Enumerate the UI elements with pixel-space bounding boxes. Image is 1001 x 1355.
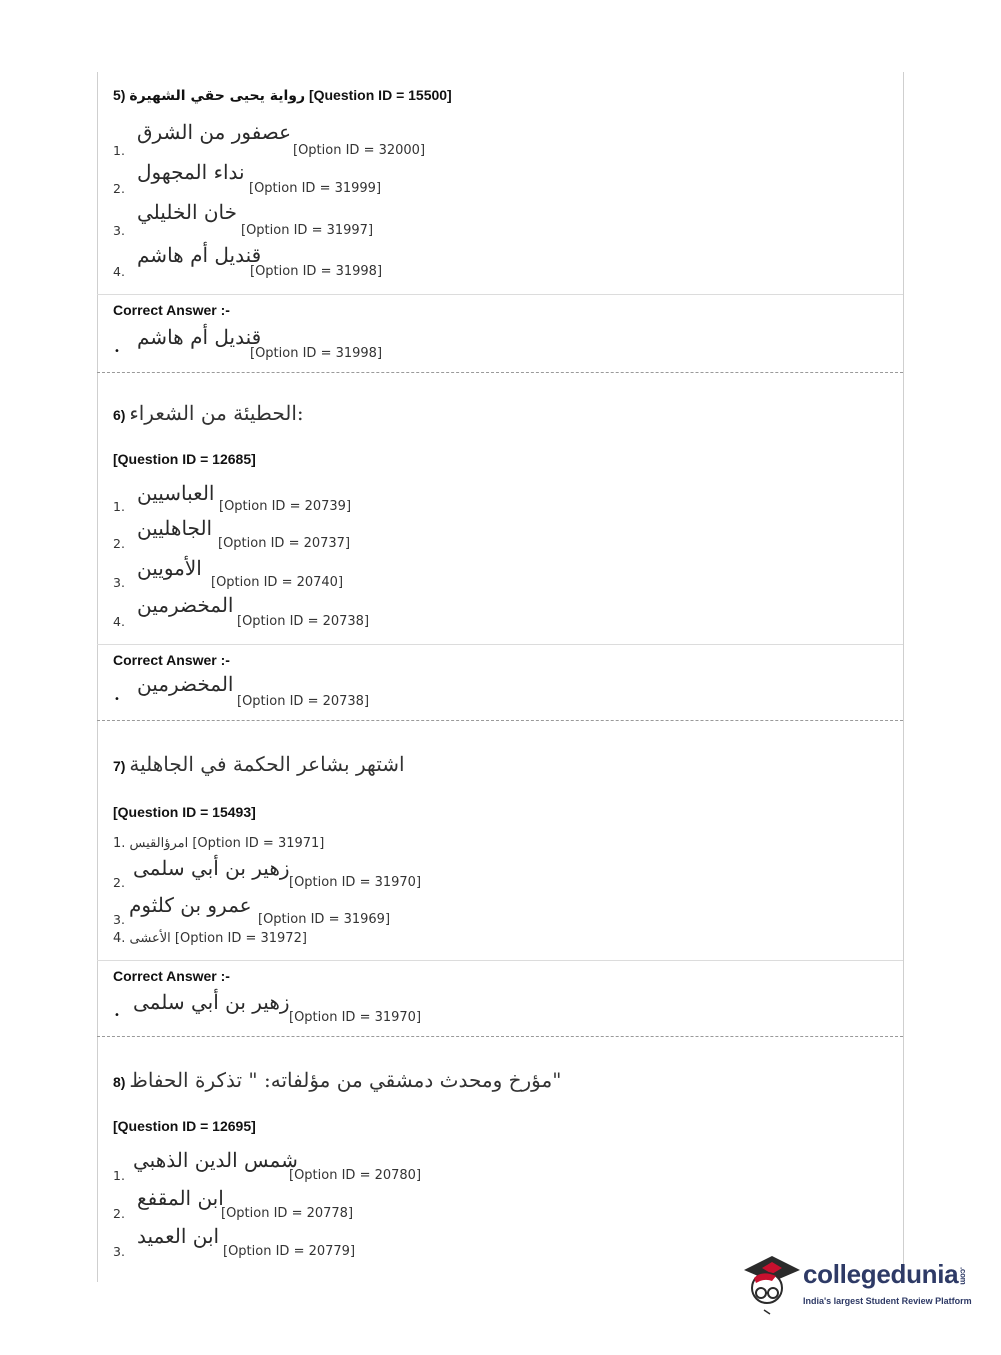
option-number: 1. bbox=[113, 143, 125, 158]
option-id: [Option ID = 20740] bbox=[211, 575, 344, 590]
option-id: [Option ID = 31969] bbox=[258, 912, 391, 927]
logo-wordmark: collegedunia.com bbox=[803, 1259, 968, 1289]
correct-answer-text: زهير بن أبي سلمى bbox=[133, 990, 290, 1014]
option-id: [Option ID = 20778] bbox=[221, 1206, 354, 1221]
option-number: 3. bbox=[113, 912, 125, 927]
divider bbox=[97, 294, 903, 295]
question-text: الحطيئة من الشعراء: bbox=[129, 401, 304, 425]
option-number: 2. bbox=[113, 181, 125, 196]
option-text: الأمويين bbox=[137, 556, 202, 580]
option-number: 3. bbox=[113, 223, 125, 238]
question-5-header bbox=[113, 87, 452, 104]
option-number: 2. bbox=[113, 536, 125, 551]
question-8-header bbox=[113, 1068, 561, 1092]
option-number: 4. bbox=[113, 614, 125, 629]
option-number: 4. bbox=[113, 264, 125, 279]
question-id: [Question ID = 12685] bbox=[113, 451, 256, 467]
question-text: رواية يحيى حقي الشهيرة bbox=[129, 88, 306, 104]
option-text: نداء المجهول bbox=[137, 160, 245, 184]
page-left-border bbox=[97, 72, 98, 1282]
option-id: [Option ID = 31970] bbox=[289, 875, 422, 890]
option-row bbox=[113, 931, 307, 946]
correct-answer-text: المخضرمين bbox=[137, 672, 234, 696]
page-right-border bbox=[903, 72, 904, 1282]
option-number: 1. bbox=[113, 499, 125, 514]
question-number: 8) bbox=[113, 1074, 126, 1090]
question-7-header bbox=[113, 752, 405, 776]
question-text: مؤرخ ومحدث دمشقي من مؤلفاته: " تذكرة الحفاظ" bbox=[129, 1068, 562, 1092]
option-number: 3. bbox=[113, 1244, 125, 1259]
option-text: امرؤالقيس bbox=[129, 836, 189, 851]
logo-suffix: .com bbox=[958, 1267, 968, 1285]
option-number: 4. bbox=[113, 931, 126, 946]
option-number: 1. bbox=[113, 1168, 125, 1183]
correct-answer-id: [Option ID = 31998] bbox=[250, 346, 383, 361]
question-id: [Question ID = 12695] bbox=[113, 1118, 256, 1134]
correct-answer-label: Correct Answer :- bbox=[113, 968, 230, 984]
option-text: عمرو بن كلثوم bbox=[129, 893, 252, 917]
option-number: 1. bbox=[113, 836, 126, 851]
option-text: قنديل أم هاشم bbox=[137, 243, 262, 267]
option-number: 2. bbox=[113, 875, 125, 890]
bullet: • bbox=[114, 346, 120, 357]
option-text: العباسيين bbox=[137, 481, 215, 505]
option-id: [Option ID = 20737] bbox=[218, 536, 351, 551]
divider bbox=[97, 960, 903, 961]
option-text: المخضرمين bbox=[137, 593, 234, 617]
option-id: [Option ID = 31971] bbox=[192, 836, 325, 851]
question-separator bbox=[97, 372, 903, 373]
option-id: [Option ID = 31999] bbox=[249, 181, 382, 196]
question-text: اشتهر بشاعر الحكمة في الجاهلية bbox=[129, 752, 405, 776]
bullet: • bbox=[114, 694, 120, 705]
option-text: ابن المقفع bbox=[137, 1186, 224, 1210]
question-id: [Question ID = 15493] bbox=[113, 804, 256, 820]
correct-answer-id: [Option ID = 31970] bbox=[289, 1010, 422, 1025]
option-id: [Option ID = 20739] bbox=[219, 499, 352, 514]
correct-answer-id: [Option ID = 20738] bbox=[237, 694, 370, 709]
correct-answer-text: قنديل أم هاشم bbox=[137, 325, 262, 349]
option-text: الجاهليين bbox=[137, 516, 213, 540]
option-id: [Option ID = 31972] bbox=[174, 931, 307, 946]
option-row bbox=[113, 836, 324, 851]
logo-tagline: India's largest Student Review Platform bbox=[803, 1296, 972, 1306]
option-text: خان الخليلي bbox=[137, 200, 238, 224]
option-id: [Option ID = 20779] bbox=[223, 1244, 356, 1259]
option-text: زهير بن أبي سلمى bbox=[133, 856, 290, 880]
divider bbox=[97, 644, 903, 645]
correct-answer-label: Correct Answer :- bbox=[113, 652, 230, 668]
option-id: [Option ID = 20738] bbox=[237, 614, 370, 629]
option-number: 2. bbox=[113, 1206, 125, 1221]
option-id: [Option ID = 31997] bbox=[241, 223, 374, 238]
option-text: عصفور من الشرق bbox=[137, 120, 292, 144]
bullet: • bbox=[114, 1010, 120, 1021]
option-text: شمس الدين الذهبي bbox=[133, 1148, 298, 1172]
option-id: [Option ID = 31998] bbox=[250, 264, 383, 279]
question-separator bbox=[97, 720, 903, 721]
question-number: 5) bbox=[113, 87, 126, 103]
option-text: ابن العميد bbox=[137, 1224, 220, 1248]
option-text: الأعشى bbox=[129, 931, 171, 946]
question-separator bbox=[97, 1036, 903, 1037]
option-number: 3. bbox=[113, 575, 125, 590]
question-id: [Question ID = 15500] bbox=[308, 87, 452, 103]
correct-answer-label: Correct Answer :- bbox=[113, 302, 230, 318]
question-6-header bbox=[113, 401, 304, 425]
question-number: 7) bbox=[113, 758, 126, 774]
option-id: [Option ID = 32000] bbox=[293, 143, 426, 158]
option-id: [Option ID = 20780] bbox=[289, 1168, 422, 1183]
question-number: 6) bbox=[113, 407, 126, 423]
